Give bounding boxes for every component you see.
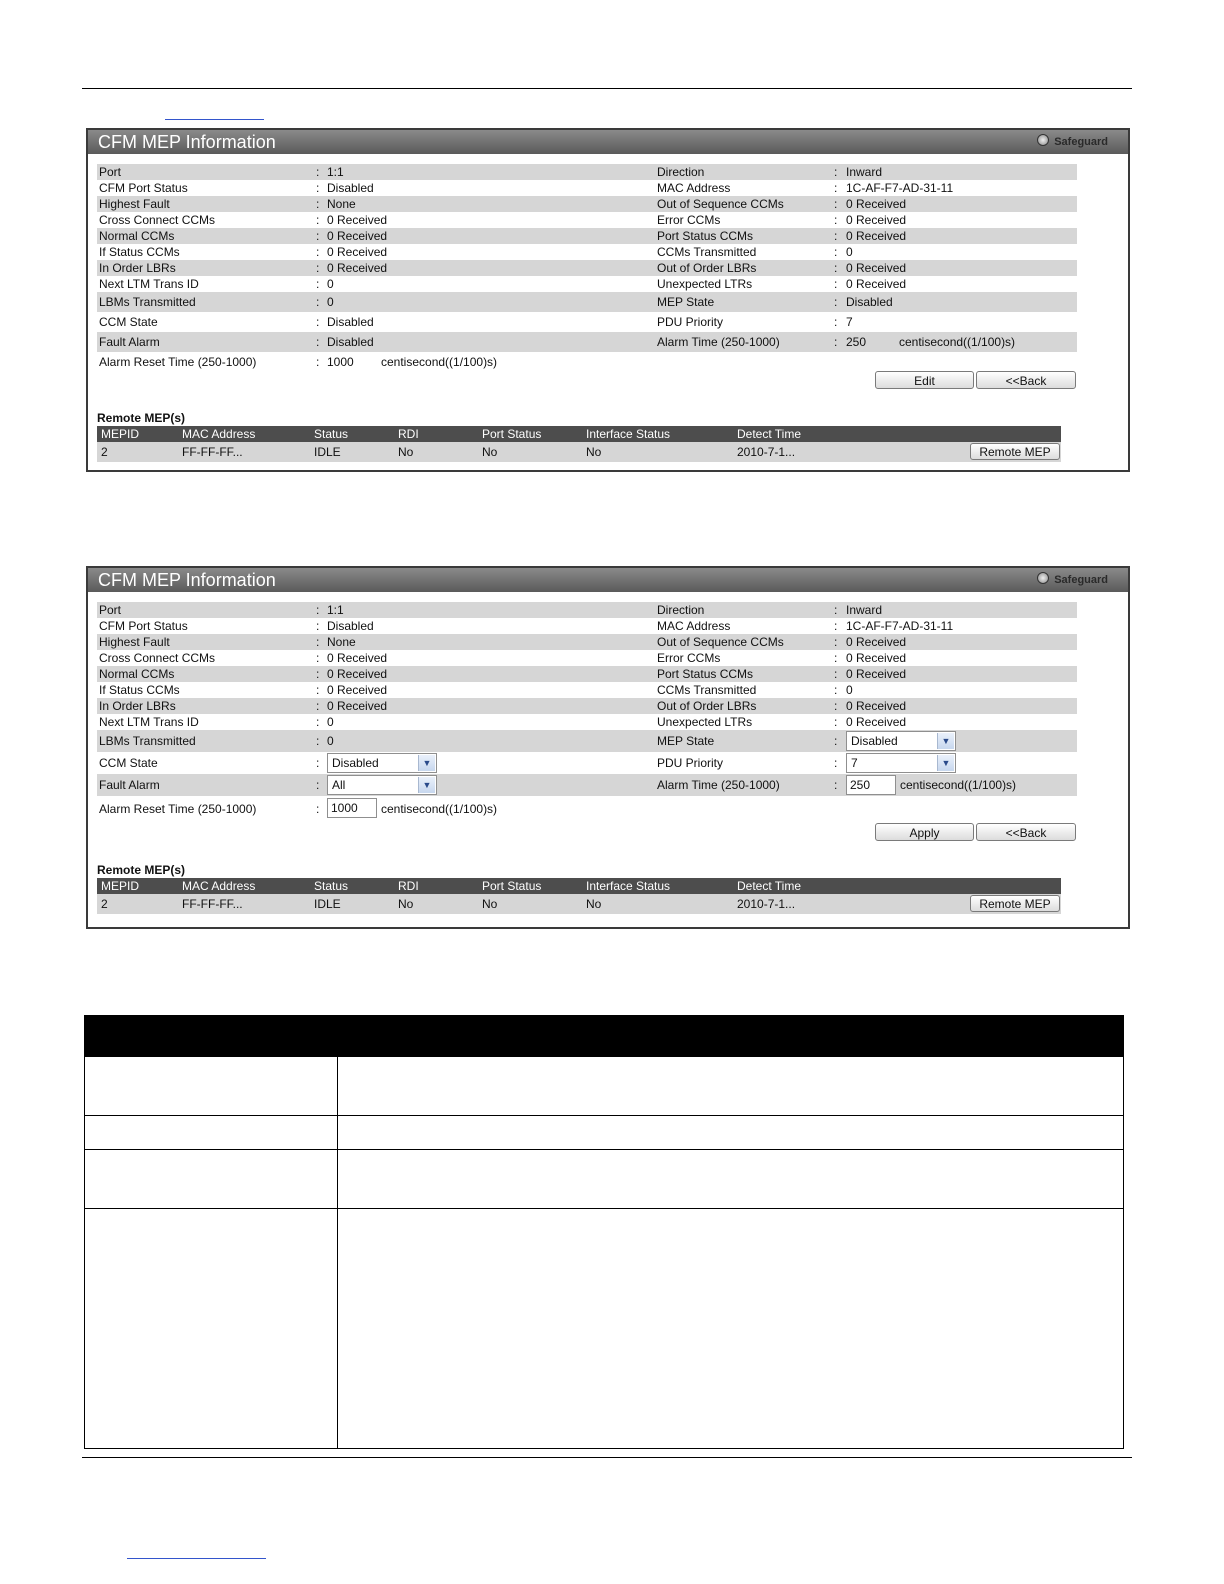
col-mac-address: MAC Address — [182, 879, 256, 893]
value-out-of-sequence-ccms: 0 Received — [846, 635, 907, 649]
info-row: Fault Alarm : Disabled Alarm Time (250-1000) : 250 centisecond((1/100)s) — [97, 332, 1077, 352]
value-port-status-ccms: 0 Received — [846, 229, 907, 243]
cell-port-status: No — [482, 445, 498, 459]
chevron-down-icon[interactable]: ▼ — [937, 755, 954, 771]
value-pdu-priority: 7 — [846, 315, 853, 329]
col-rdi: RDI — [398, 879, 419, 893]
panel-title: CFM MEP Information — [98, 570, 276, 590]
value-lbms-transmitted: 0 — [327, 734, 334, 748]
col-interface-status: Interface Status — [586, 427, 671, 441]
fault-alarm-selected-value: All — [332, 778, 346, 792]
label-in-order-lbrs: In Order LBRs — [99, 261, 176, 275]
value-fault-alarm: Disabled — [327, 335, 374, 349]
cfm-mep-info-panel-edit — [86, 566, 1130, 929]
label-next-ltm-trans-id: Next LTM Trans ID — [99, 277, 199, 291]
alarm-time-unit: centisecond((1/100)s) — [900, 778, 1017, 792]
info-row: CCM State : Disabled ▼ PDU Priority : 7 ▼ — [97, 752, 1077, 774]
value-direction: Inward — [846, 165, 883, 179]
chevron-down-icon[interactable]: ▼ — [418, 755, 435, 771]
back-button[interactable]: <<Back — [976, 371, 1076, 389]
row-divider — [85, 1115, 1123, 1116]
value-normal-ccms: 0 Received — [327, 667, 388, 681]
table-header-bar — [85, 1016, 1123, 1057]
value-out-of-sequence-ccms: 0 Received — [846, 197, 907, 211]
safeguard-indicator: Safeguard — [1037, 572, 1108, 588]
label-cross-connect-ccms: Cross Connect CCMs — [99, 213, 216, 227]
value-highest-fault: None — [327, 635, 356, 649]
value-in-order-lbrs: 0 Received — [327, 699, 388, 713]
value-error-ccms: 0 Received — [846, 651, 907, 665]
header-link-underline[interactable] — [165, 119, 264, 120]
safeguard-icon — [1037, 572, 1049, 584]
value-port-status-ccms: 0 Received — [846, 667, 907, 681]
cell-mepid: 2 — [101, 897, 108, 911]
info-row: Cross Connect CCMs : 0 Received Error CCMs : 0 Received — [99, 651, 907, 665]
pdu-priority-selected-value: 7 — [851, 756, 858, 770]
safeguard-indicator: Safeguard — [1037, 134, 1108, 150]
info-row: Alarm Reset Time (250-1000) : 1000 centisecond((1/100)s) — [97, 796, 1077, 822]
label-next-ltm-trans-id: Next LTM Trans ID — [99, 715, 199, 729]
col-mac-address: MAC Address — [182, 427, 256, 441]
remote-mep-title: Remote MEP(s) — [97, 863, 186, 877]
edit-button[interactable]: Edit — [875, 371, 974, 389]
label-mac-address: MAC Address — [657, 181, 731, 195]
value-in-order-lbrs: 0 Received — [327, 261, 388, 275]
label-direction: Direction — [657, 603, 705, 617]
pdu-priority-select[interactable] — [846, 753, 956, 773]
cell-status: IDLE — [314, 897, 341, 911]
info-row: Next LTM Trans ID : 0 Unexpected LTRs : 0 Received — [99, 277, 907, 291]
remote-mep-button[interactable]: Remote MEP — [970, 895, 1060, 912]
col-detect-time: Detect Time — [737, 879, 802, 893]
cell-port-status: No — [482, 897, 498, 911]
alarm-reset-time-unit: centisecond((1/100)s) — [381, 802, 498, 816]
label-if-status-ccms: If Status CCMs — [99, 245, 180, 259]
cell-interface-status: No — [586, 445, 602, 459]
label-out-of-sequence-ccms: Out of Sequence CCMs — [657, 635, 784, 649]
label-in-order-lbrs: In Order LBRs — [99, 699, 176, 713]
label-port: Port — [99, 603, 122, 617]
row-divider — [85, 1149, 1123, 1150]
label-port: Port — [99, 165, 122, 179]
label-normal-ccms: Normal CCMs — [99, 667, 175, 681]
label-ccms-transmitted: CCMs Transmitted — [657, 683, 757, 697]
cell-status: IDLE — [314, 445, 341, 459]
info-row: Cross Connect CCMs : 0 Received Error CCMs : 0 Received — [99, 213, 907, 227]
info-row: Highest Fault : None Out of Sequence CCMs : 0 Received — [97, 634, 1077, 650]
cell-interface-status: No — [586, 897, 602, 911]
value-direction: Inward — [846, 603, 883, 617]
info-row: CCM State : Disabled PDU Priority : 7 — [99, 315, 853, 329]
info-row: Alarm Reset Time (250-1000) : 1000 centisecond((1/100)s) — [99, 355, 498, 369]
value-normal-ccms: 0 Received — [327, 229, 388, 243]
info-row: Highest Fault : None Out of Sequence CCMs : 0 Received — [97, 196, 1077, 212]
info-row: LBMs Transmitted : 0 MEP State : Disabled ▼ — [97, 730, 1077, 752]
info-row: Normal CCMs : 0 Received Port Status CCMs : 0 Received — [97, 228, 1077, 244]
label-pdu-priority: PDU Priority — [657, 315, 724, 329]
info-row: In Order LBRs : 0 Received Out of Order LBRs : 0 Received — [97, 260, 1077, 276]
label-out-of-order-lbrs: Out of Order LBRs — [657, 699, 757, 713]
value-ccms-transmitted: 0 — [846, 245, 853, 259]
value-ccm-state: Disabled — [327, 315, 374, 329]
footer-rule — [82, 1457, 1132, 1458]
ccm-state-selected-value: Disabled — [332, 756, 379, 770]
info-row: LBMs Transmitted : 0 MEP State : Disabled — [97, 292, 1077, 312]
label-if-status-ccms: If Status CCMs — [99, 683, 180, 697]
col-port-status: Port Status — [482, 879, 542, 893]
apply-button[interactable]: Apply — [875, 823, 974, 841]
col-interface-status: Interface Status — [586, 879, 671, 893]
cell-mepid: 2 — [101, 445, 108, 459]
label-lbms-transmitted: LBMs Transmitted — [99, 295, 196, 309]
cell-detect-time: 2010-7-1... — [737, 897, 796, 911]
mep-state-selected-value: Disabled — [851, 734, 898, 748]
label-port-status-ccms: Port Status CCMs — [657, 229, 754, 243]
info-row: Port : 1:1 Direction : Inward — [97, 602, 1077, 618]
ccm-state-select[interactable] — [327, 753, 437, 773]
alarm-reset-time-unit: centisecond((1/100)s) — [381, 355, 498, 369]
cell-detect-time: 2010-7-1... — [737, 445, 796, 459]
label-direction: Direction — [657, 165, 705, 179]
info-row: Fault Alarm : All ▼ Alarm Time (250-1000) : 250 centisecond((1/100)s) — [97, 774, 1077, 796]
value-lbms-transmitted: 0 — [327, 295, 334, 309]
value-mac-address: 1C-AF-F7-AD-31-11 — [846, 619, 954, 633]
label-cross-connect-ccms: Cross Connect CCMs — [99, 651, 216, 665]
label-alarm-reset-time: Alarm Reset Time (250-1000) — [99, 802, 257, 816]
col-mepid: MEPID — [101, 879, 140, 893]
value-cfm-port-status: Disabled — [327, 181, 374, 195]
label-mac-address: MAC Address — [657, 619, 731, 633]
value-if-status-ccms: 0 Received — [327, 245, 388, 259]
info-row: Port : 1:1 Direction : Inward — [97, 164, 1077, 180]
col-rdi: RDI — [398, 427, 419, 441]
cell-rdi: No — [398, 897, 414, 911]
mep-state-select[interactable] — [846, 731, 956, 751]
label-fault-alarm: Fault Alarm — [99, 335, 160, 349]
value-cross-connect-ccms: 0 Received — [327, 213, 388, 227]
value-alarm-reset-time: 1000 — [327, 355, 354, 369]
fault-alarm-select[interactable] — [327, 775, 437, 795]
remote-mep-title: Remote MEP(s) — [97, 411, 186, 425]
label-unexpected-ltrs: Unexpected LTRs — [657, 277, 753, 291]
value-ccms-transmitted: 0 — [846, 683, 853, 697]
label-out-of-sequence-ccms: Out of Sequence CCMs — [657, 197, 784, 211]
alarm-time-input[interactable]: 250 — [846, 775, 896, 795]
value-cfm-port-status: Disabled — [327, 619, 374, 633]
label-alarm-time: Alarm Time (250-1000) — [657, 778, 780, 792]
label-mep-state: MEP State — [657, 295, 715, 309]
col-status: Status — [314, 427, 349, 441]
col-detect-time: Detect Time — [737, 427, 802, 441]
panel-title-bar — [88, 568, 1128, 592]
back-button[interactable]: <<Back — [976, 823, 1076, 841]
label-fault-alarm: Fault Alarm — [99, 778, 160, 792]
value-port: 1:1 — [327, 603, 344, 617]
value-alarm-time: 250 — [846, 335, 867, 349]
alarm-time-unit: centisecond((1/100)s) — [899, 335, 1016, 349]
cell-rdi: No — [398, 445, 414, 459]
label-cfm-port-status: CFM Port Status — [99, 619, 188, 633]
footer-link-underline[interactable] — [127, 1558, 266, 1559]
value-cross-connect-ccms: 0 Received — [327, 651, 388, 665]
remote-mep-header-row — [97, 426, 1061, 442]
header-rule — [82, 88, 1132, 89]
value-if-status-ccms: 0 Received — [327, 683, 388, 697]
label-out-of-order-lbrs: Out of Order LBRs — [657, 261, 757, 275]
info-row: If Status CCMs : 0 Received CCMs Transmitted : 0 — [99, 245, 853, 259]
label-alarm-reset-time: Alarm Reset Time (250-1000) — [99, 355, 257, 369]
value-next-ltm-trans-id: 0 — [327, 277, 334, 291]
label-error-ccms: Error CCMs — [657, 213, 721, 227]
value-unexpected-ltrs: 0 Received — [846, 715, 907, 729]
value-unexpected-ltrs: 0 Received — [846, 277, 907, 291]
table-row — [97, 442, 1061, 462]
cell-mac-address: FF-FF-FF... — [182, 445, 243, 459]
label-highest-fault: Highest Fault — [99, 635, 170, 649]
label-pdu-priority: PDU Priority — [657, 756, 724, 770]
value-out-of-order-lbrs: 0 Received — [846, 699, 907, 713]
label-ccms-transmitted: CCMs Transmitted — [657, 245, 757, 259]
value-port: 1:1 — [327, 165, 344, 179]
value-mac-address: 1C-AF-F7-AD-31-11 — [846, 181, 954, 195]
col-mepid: MEPID — [101, 427, 140, 441]
remote-mep-table — [97, 426, 1061, 462]
label-ccm-state: CCM State — [99, 315, 158, 329]
label-port-status-ccms: Port Status CCMs — [657, 667, 754, 681]
chevron-down-icon[interactable]: ▼ — [418, 777, 435, 793]
label-lbms-transmitted: LBMs Transmitted — [99, 734, 196, 748]
remote-mep-button[interactable]: Remote MEP — [970, 443, 1060, 460]
label-normal-ccms: Normal CCMs — [99, 229, 175, 243]
info-row: Normal CCMs : 0 Received Port Status CCMs : 0 Received — [97, 666, 1077, 682]
label-highest-fault: Highest Fault — [99, 197, 170, 211]
value-next-ltm-trans-id: 0 — [327, 715, 334, 729]
info-row: Next LTM Trans ID : 0 Unexpected LTRs : 0 Received — [99, 715, 907, 729]
row-divider — [85, 1208, 1123, 1209]
chevron-down-icon[interactable]: ▼ — [937, 733, 954, 749]
table-row — [97, 894, 1061, 914]
col-port-status: Port Status — [482, 427, 542, 441]
mep-info-grid — [97, 164, 1077, 372]
label-cfm-port-status: CFM Port Status — [99, 181, 188, 195]
panel-title: CFM MEP Information — [98, 132, 276, 152]
info-row: CFM Port Status : Disabled MAC Address : 1C-AF-F7-AD-31-11 — [99, 181, 954, 195]
value-highest-fault: None — [327, 197, 356, 211]
parameter-description-table — [84, 1015, 1124, 1449]
col-status: Status — [314, 879, 349, 893]
cfm-mep-info-panel-view — [86, 128, 1130, 472]
cell-mac-address: FF-FF-FF... — [182, 897, 243, 911]
safeguard-icon — [1037, 134, 1049, 146]
panel-title-bar — [88, 130, 1128, 154]
label-unexpected-ltrs: Unexpected LTRs — [657, 715, 753, 729]
info-row: In Order LBRs : 0 Received Out of Order LBRs : 0 Received — [97, 698, 1077, 714]
label-mep-state: MEP State — [657, 734, 715, 748]
value-error-ccms: 0 Received — [846, 213, 907, 227]
label-error-ccms: Error CCMs — [657, 651, 721, 665]
label-ccm-state: CCM State — [99, 756, 158, 770]
info-row: If Status CCMs : 0 Received CCMs Transmitted : 0 — [99, 683, 853, 697]
label-alarm-time: Alarm Time (250-1000) — [657, 335, 780, 349]
remote-mep-header-row — [97, 878, 1061, 894]
value-mep-state: Disabled — [846, 295, 893, 309]
info-row: CFM Port Status : Disabled MAC Address : 1C-AF-F7-AD-31-11 — [99, 619, 954, 633]
alarm-reset-time-input[interactable]: 1000 — [327, 798, 377, 818]
value-out-of-order-lbrs: 0 Received — [846, 261, 907, 275]
remote-mep-table — [97, 878, 1061, 914]
mep-info-grid — [97, 602, 1077, 822]
